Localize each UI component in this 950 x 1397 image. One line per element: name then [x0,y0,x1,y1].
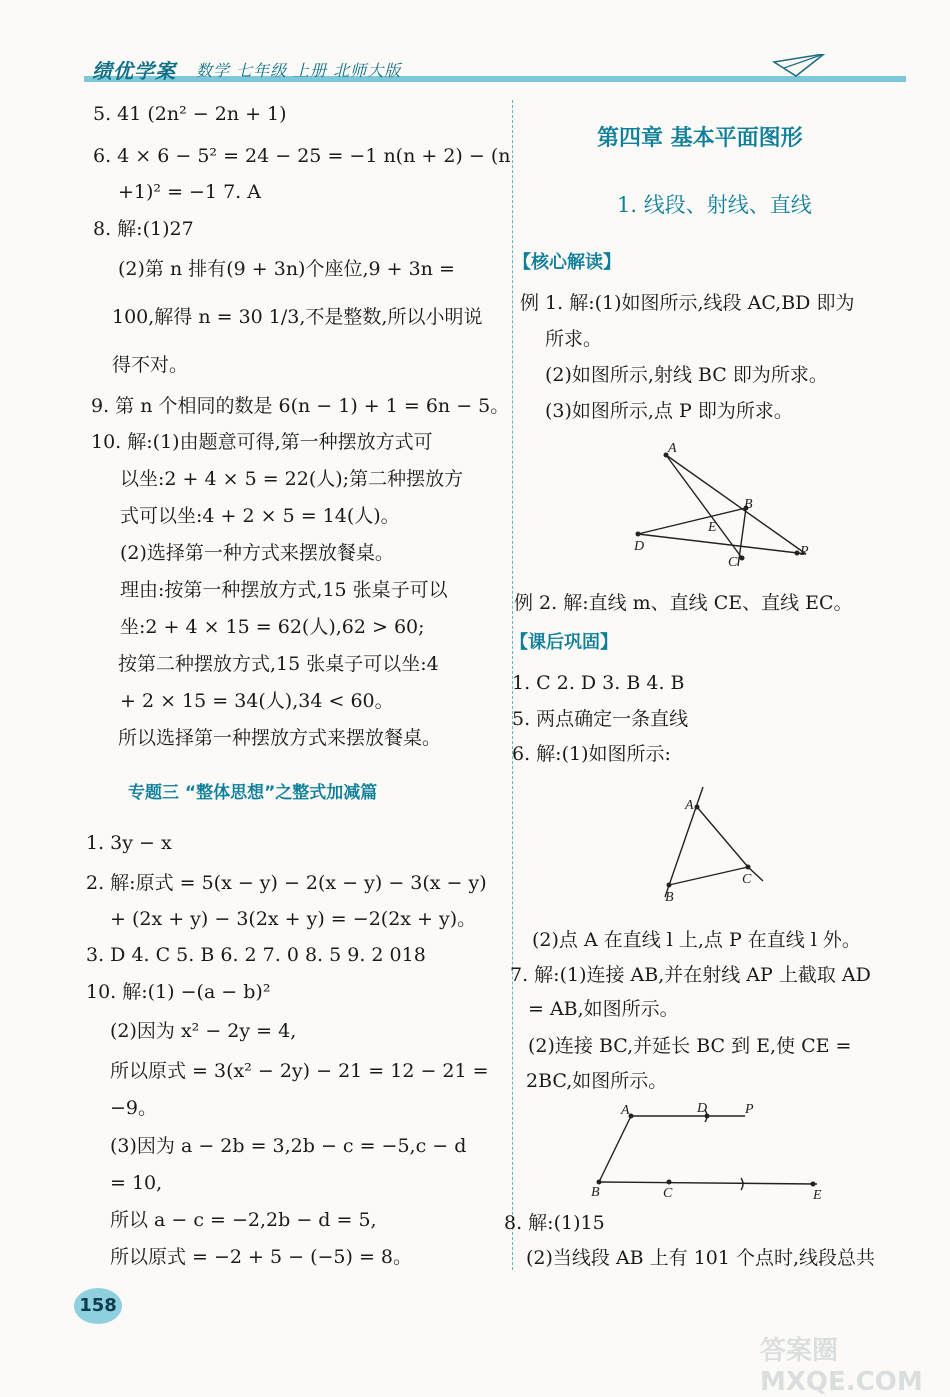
practice-8-b: (2)当线段 AB 上有 101 个点时,线段总共 [526,1247,876,1269]
answer-10-c: 式可以坐:4 + 2 × 5 = 14(人)。 [120,505,400,527]
fig3-label-b: B [591,1185,600,1200]
fig3-label-p: P [745,1102,754,1117]
fig1-label-d: D [634,539,645,554]
fig3-label-c: C [663,1186,673,1201]
fig1-label-b: B [744,497,753,512]
answer-10-h: + 2 × 15 = 34(人),34 < 60。 [120,690,394,712]
answer-10: 10. 解:(1)由题意可得,第一种摆放方式可 [91,431,433,453]
answer-10-f: 坐:2 + 4 × 15 = 62(人),62 > 60; [120,616,425,638]
answer-10-d: (2)选择第一种方式来摆放餐桌。 [120,542,394,564]
fig3-label-d: D [697,1101,708,1116]
practice-7: 7. 解:(1)连接 AB,并在射线 AP 上截取 AD [510,964,871,986]
topic-answer-1: 1. 3y − x [86,832,172,854]
answer-10-g: 按第二种摆放方式,15 张桌子可以坐:4 [118,653,439,675]
answer-5: 5. 41 (2n² − 2n + 1) [93,103,287,125]
answer-6-cont: +1)² = −1 7. A [118,181,261,203]
figure-2-triangle [655,785,775,910]
topic-answer-10-d: −9。 [110,1097,158,1119]
topic-answer-2: 2. 解:原式 = 5(x − y) − 2(x − y) − 3(x − y) [86,872,487,894]
section-tag-core: 【核心解读】 [513,252,621,273]
topic-answer-10-b: (2)因为 x² − 2y = 4, [110,1020,297,1042]
practice-6-b: (2)点 A 在直线 l 上,点 P 在直线 l 外。 [532,929,861,951]
practice-8: 8. 解:(1)15 [504,1212,605,1234]
fig3-label-a: A [621,1103,630,1118]
practice-7-c: (2)连接 BC,并延长 BC 到 E,使 CE = [528,1035,852,1057]
watermark: 答案圈 MXQE.COM [760,1336,923,1397]
practice-6: 6. 解:(1)如图所示: [512,743,671,765]
example-1-d: (3)如图所示,点 P 即为所求。 [545,400,793,422]
page-number: 158 [74,1288,122,1324]
answer-10-e: 理由:按第一种摆放方式,15 张桌子可以 [120,579,448,601]
practice-1-4: 1. C 2. D 3. B 4. B [512,672,685,694]
figure-1-lines [620,438,820,573]
answer-8: 8. 解:(1)27 [93,218,194,240]
fig2-label-b: B [665,890,674,905]
answer-6: 6. 4 × 6 − 5² = 24 − 25 = −1 n(n + 2) − (n [93,145,511,167]
answer-9: 9. 第 n 个相同的数是 6(n − 1) + 1 = 6n − 5。 [91,395,510,417]
fig1-label-e: E [708,520,717,535]
chapter-title: 第四章 基本平面图形 [597,126,803,151]
topic-answer-2-cont: + (2x + y) − 3(2x + y) = −2(2x + y)。 [110,908,477,930]
example-1-c: (2)如图所示,射线 BC 即为所求。 [545,364,828,386]
topic-answer-10-h: 所以原式 = −2 + 5 − (−5) = 8。 [110,1246,413,1268]
example-2: 例 2. 解:直线 m、直线 CE、直线 EC。 [514,592,853,614]
section-tag-practice: 【课后巩固】 [510,632,618,653]
answer-8-3: 100,解得 n = 30 1/3,不是整数,所以小明说 [112,306,483,328]
paper-plane-icon [774,54,824,76]
topic-answers-3-9: 3. D 4. C 5. B 6. 2 7. 0 8. 5 9. 2 018 [86,944,426,966]
answer-10-i: 所以选择第一种摆放方式来摆放餐桌。 [118,727,442,749]
topic-answer-10-c: 所以原式 = 3(x² − 2y) − 21 = 12 − 21 = [110,1060,489,1082]
book-subtitle: 数学 七年级 上册 北师大版 [196,61,402,80]
practice-5: 5. 两点确定一条直线 [512,708,689,730]
lesson-title: 1. 线段、射线、直线 [617,193,812,217]
topic-answer-10-g: 所以 a − c = −2,2b − d = 5, [110,1209,377,1231]
topic-answer-10-f: = 10, [110,1172,163,1194]
brand-title: 绩优学案 [92,59,176,83]
fig1-label-p: P [800,544,809,559]
fig1-label-c: C [728,555,738,570]
figure-3-parallelogram [585,1098,830,1203]
topic-heading: 专题三 “整体思想”之整式加减篇 [128,783,378,803]
fig3-label-e: E [813,1188,822,1203]
practice-7-b: = AB,如图所示。 [528,998,679,1020]
answer-8-4: 得不对。 [112,354,189,376]
example-1-b: 所求。 [545,328,603,350]
answer-10-b: 以坐:2 + 4 × 5 = 22(人);第二种摆放方 [120,468,464,490]
practice-7-d: 2BC,如图所示。 [526,1070,668,1092]
example-1: 例 1. 解:(1)如图所示,线段 AC,BD 即为 [520,292,855,314]
fig1-label-a: A [668,441,677,456]
fig2-label-c: C [742,872,752,887]
topic-answer-10: 10. 解:(1) −(a − b)² [86,981,271,1003]
topic-answer-10-e: (3)因为 a − 2b = 3,2b − c = −5,c − d [110,1135,467,1157]
answer-8-2: (2)第 n 排有(9 + 3n)个座位,9 + 3n = [118,258,455,280]
fig2-label-a: A [685,798,694,813]
